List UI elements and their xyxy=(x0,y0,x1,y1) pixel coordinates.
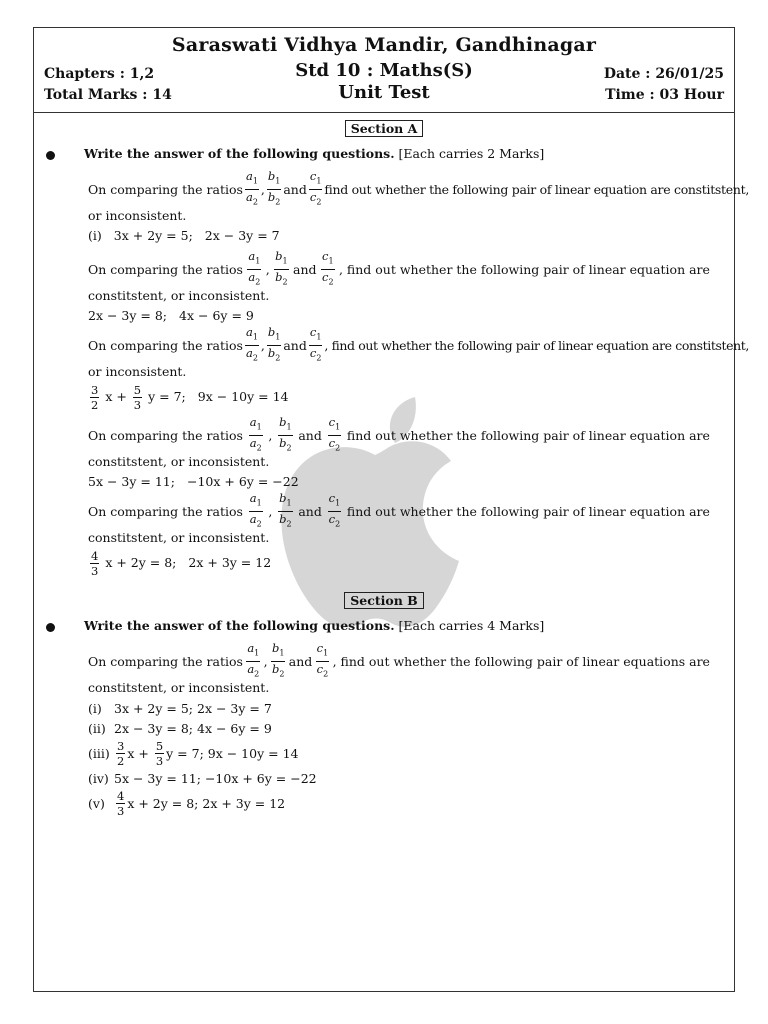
section-a-title: Section A xyxy=(34,118,734,137)
bullet-icon xyxy=(46,151,55,160)
question-a2: On comparing the ratios $\frac{a_1}{a_2}$ , $\frac{b_1}{b_2}$ and $\frac{c_1}{c_2}$ , find out whether the following pair of linear equation are constitstent, or inconsistent. 2x − 3y = 8; 4x − 6y = 9 xyxy=(88,249,710,323)
section-b-title: Section B xyxy=(34,590,734,609)
question-a4: On comparing the ratios $\frac{a_1}{a_2}$ , $\frac{b_1}{b_2}$ and $\frac{c_1}{c_2}$ find out whether the following pair of linear equation are constitstent, or inconsistent. 5x − 3y = 11; −10x + 6y = −22 xyxy=(88,415,710,489)
question-a5: On comparing the ratios $\frac{a_1}{a_2}$ , $\frac{b_1}{b_2}$ and $\frac{c_1}{c_2}$ find out whether the following pair of linear equation are constitstent, or inconsistent. $\frac{4}{3}$ x + 2y = 8; 2x + 3y = 12 xyxy=(88,491,710,578)
question-a1: On comparing the ratios $\frac{a_1}{a_2}$ , $\frac{b_1}{b_2}$ and $\frac{c_1}{c_2}$ find out whether the following pair of linear equation are constitstent, or inconsistent. (i) 3x + 2y = 5; 2x − 3y = 7 xyxy=(88,169,750,243)
header xyxy=(34,28,734,112)
question-b1: On comparing the ratios $\frac{a_1}{a_2}$ , $\frac{b_1}{b_2}$ and $\frac{c_1}{c_2}$ , find out whether the following pair of linear equations are constitstent, or inconsistent. (i) 3x + 2y = 5; 2x − 3y = 7 (ii) 2x − 3y = 8; 4x − 6y = 9 (iii) $\frac{3}{2}$ x + $\frac{5}{3}$ y = 7; 9x − 10y = 14 (iv) 5x − 3y = 11; −10x + 6y = −22 (v) $\frac{4}{3}$ x + 2y = 8; 2x + 3y = 12 xyxy=(88,641,710,818)
paper-frame xyxy=(33,27,750,992)
bullet-icon xyxy=(46,623,55,632)
question-a3: On comparing the ratios $\frac{a_1}{a_2}$ , $\frac{b_1}{b_2}$ and $\frac{c_1}{c_2}$ , find out whether the following pair of linear equation are constitstent, or inconsistent. $\frac{3}{2}$ x + $\frac{5}{3}$ y = 7; 9x − 10y = 14 xyxy=(88,325,749,412)
date: Date : 26/01/25 xyxy=(603,66,724,82)
standard-subject: Std 10 : Maths(S) xyxy=(295,60,473,81)
section-a-instruction: Write the answer of the following questions. [Each carries 2 Marks] xyxy=(84,146,545,161)
header-divider xyxy=(34,112,734,113)
test-name: Unit Test xyxy=(338,82,430,103)
chapters: Chapters : 1,2 xyxy=(44,66,155,82)
section-b-instruction: Write the answer of the following questions. [Each carries 4 Marks] xyxy=(84,618,545,633)
time: Time : 03 Hour xyxy=(605,87,724,103)
school-name: Saraswati Vidhya Mandir, Gandhinagar xyxy=(171,34,597,56)
total-marks: Total Marks : 14 xyxy=(44,87,172,103)
